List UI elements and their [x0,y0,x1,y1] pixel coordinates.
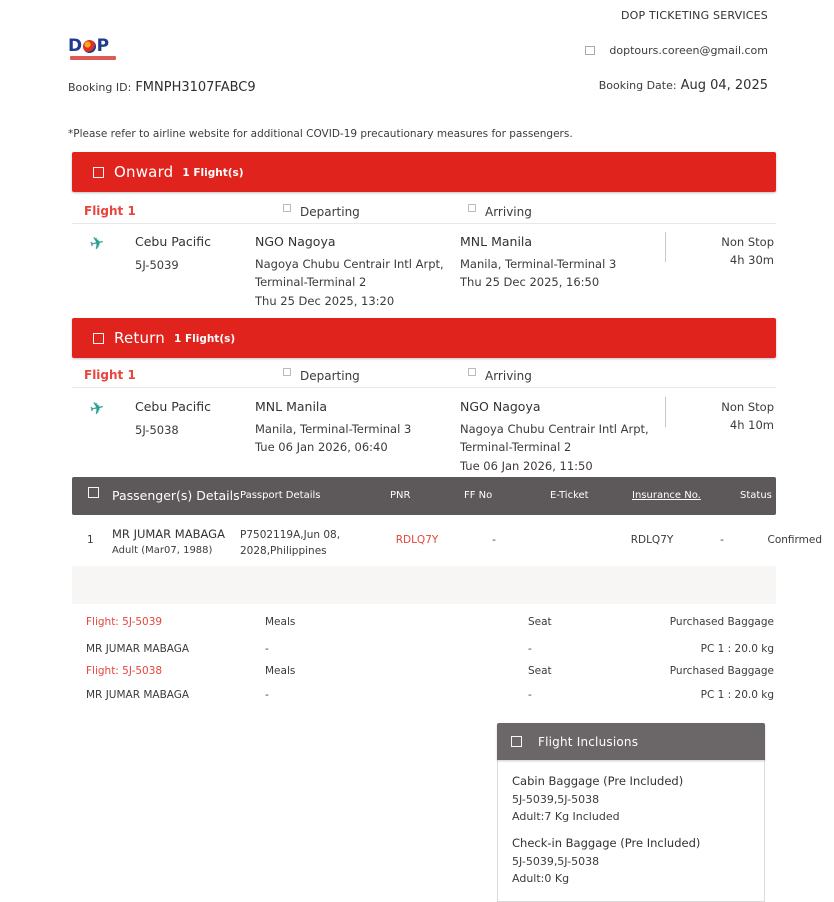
list-item [512,773,750,826]
pnr-cell: RDLQ7Y [395,534,439,546]
arrival-detail: Nagoya Chubu Centrair Intl Arpt, Terminal-Terminal 2 [460,422,649,455]
insurance-cell: - [720,534,724,546]
ff-no-cell: - [492,534,496,546]
col-insurance-no: Insurance No. [632,490,701,501]
seat-value: - [528,643,532,655]
onward-section-banner [72,152,776,192]
inclusion-detail: Adult:0 Kg [512,872,570,886]
departure-detail: Nagoya Chubu Centrair Intl Arpt, Terminal-Terminal 2 [255,257,444,290]
duration-text: 4h 30m [729,252,774,267]
passenger-type: Adult (Mar07, 1988) [112,545,213,556]
onward-departure [255,232,453,310]
ancillary-passenger: MR JUMAR MABAGA [86,643,190,655]
onward-airline [135,234,245,272]
faded-section-band [72,566,776,604]
airline-name: Cebu Pacific [135,234,211,249]
list-item [512,835,750,888]
flight-inclusions-body [497,760,765,902]
inclusions-icon [511,736,522,747]
return-flight-header [72,362,776,388]
eticket-cell: RDLQ7Y [630,534,674,546]
passengers-icon [88,487,99,498]
return-flight-row [72,395,776,475]
divider [665,232,666,262]
departure-time: Tue 06 Jan 2026, 06:40 [255,440,388,455]
onward-flight-header [72,198,776,224]
return-section-banner [72,318,776,358]
globe-icon [83,40,96,53]
departure-airport: NGO Nagoya [255,234,336,249]
return-arriving-header [468,369,532,383]
departing-icon [283,204,291,212]
logo-letter-d: D [68,36,82,56]
baggage-header: Purchased Baggage [669,616,774,628]
flight-number: 5J-5038 [135,423,179,437]
booking-id [68,80,256,95]
return-title: Return [114,329,165,347]
onward-flight-row [72,230,776,310]
passport-cell: P7502119A,Jun 08, 2028,Philippines [240,529,341,557]
departing-label: Departing [300,369,360,383]
booking-id-value: FMNPH3107FABC9 [135,80,256,95]
return-departing-header [283,369,360,383]
return-airline [135,399,245,437]
arriving-icon [468,204,476,212]
onward-icon [93,167,104,178]
booking-id-label: Booking ID: [68,81,132,94]
stops-text: Non Stop [721,400,774,414]
flight-inclusions-title: Flight Inclusions [538,734,639,749]
return-flight-count: 1 Flight(s) [173,333,236,345]
ancillary-flight-label: Flight: 5J-5038 [86,665,163,677]
inclusion-name: Cabin Baggage (Pre Included) [512,774,684,788]
onward-arrival [460,232,658,292]
departing-label: Departing [300,205,360,219]
logo-letter-p: P [96,36,109,56]
arrival-airport: MNL Manila [460,234,533,249]
ancillary-passenger: MR JUMAR MABAGA [86,689,190,701]
departing-icon [283,368,291,376]
meals-value: - [265,643,269,655]
airline-logo-icon: ✈ [88,397,107,421]
divider [665,397,666,427]
booking-date-value: Aug 04, 2025 [680,78,768,93]
seat-value: - [528,689,532,701]
onward-departing-header [283,205,360,219]
stops-text: Non Stop [721,235,774,249]
ancillary-flight-label: Flight: 5J-5039 [86,616,163,628]
baggage-value: PC 1 : 20.0 kg [700,643,774,655]
seat-header: Seat [528,616,552,628]
arriving-label: Arriving [485,205,532,219]
departure-airport: MNL Manila [255,399,328,414]
flight-inclusions-header [497,723,765,760]
arriving-label: Arriving [485,369,532,383]
arrival-detail: Manila, Terminal-Terminal 3 [460,257,617,271]
onward-flight-label: Flight 1 [84,204,136,218]
flight-number: 5J-5039 [135,258,179,272]
onward-flight-count: 1 Flight(s) [182,167,244,179]
company-name: DOP TICKETING SERVICES [620,9,768,22]
return-stops [674,399,774,435]
passenger-name: MR JUMAR MABAGA [112,527,225,541]
return-arrival [460,397,658,475]
arriving-icon [468,368,476,376]
passenger-number: 1 [87,534,94,546]
return-icon [93,333,104,344]
ancillary-header-row [72,665,776,681]
contact-email-row [585,44,768,57]
duration-text: 4h 10m [729,417,774,432]
col-passenger-details: Passenger(s) Details [112,488,240,503]
meals-value: - [265,689,269,701]
flight-inclusions-card [497,723,765,902]
baggage-value: PC 1 : 20.0 kg [700,689,774,701]
col-status: Status [740,490,772,501]
dop-logo [68,36,109,56]
col-passport-details: Passport Details [240,490,321,501]
ancillary-header-row [72,616,776,632]
inclusion-flights: 5J-5039,5J-5038 [512,854,600,868]
onward-stops [674,234,774,270]
contact-email[interactable]: doptours.coreen@gmail.com [609,44,768,57]
departure-time: Thu 25 Dec 2025, 13:20 [255,293,395,308]
onward-arriving-header [468,205,532,219]
status-badge: Confirmed [767,534,822,546]
onward-title: Onward [114,163,174,181]
inclusion-flights: 5J-5039,5J-5038 [512,792,600,806]
inclusion-name: Check-in Baggage (Pre Included) [512,836,701,850]
baggage-header: Purchased Baggage [669,665,774,677]
meals-header: Meals [265,616,296,628]
arrival-airport: NGO Nagoya [460,399,541,414]
col-eticket: E-Ticket [550,490,589,501]
booking-date [599,78,768,93]
airline-name: Cebu Pacific [135,399,211,414]
seat-header: Seat [528,665,552,677]
departure-detail: Manila, Terminal-Terminal 3 [255,422,412,436]
email-icon [585,46,595,55]
meals-header: Meals [265,665,296,677]
return-flight-label: Flight 1 [84,368,136,382]
logo-tagline [70,56,116,60]
covid-notice: *Please refer to airline website for additional COVID-19 precautionary measures for passengers. [68,128,573,140]
arrival-time: Tue 06 Jan 2026, 11:50 [460,458,593,473]
return-departure [255,397,453,457]
airline-logo-icon: ✈ [88,232,107,256]
booking-date-label: Booking Date: [598,79,677,92]
ancillary-value-row [72,643,776,659]
passenger-name-cell [112,527,237,556]
col-pnr: PNR [390,490,411,501]
col-ff-no: FF No [464,490,493,501]
arrival-time: Thu 25 Dec 2025, 16:50 [460,275,600,290]
passenger-table-header [72,477,776,515]
ancillary-value-row [72,689,776,705]
inclusion-detail: Adult:7 Kg Included [512,810,620,824]
